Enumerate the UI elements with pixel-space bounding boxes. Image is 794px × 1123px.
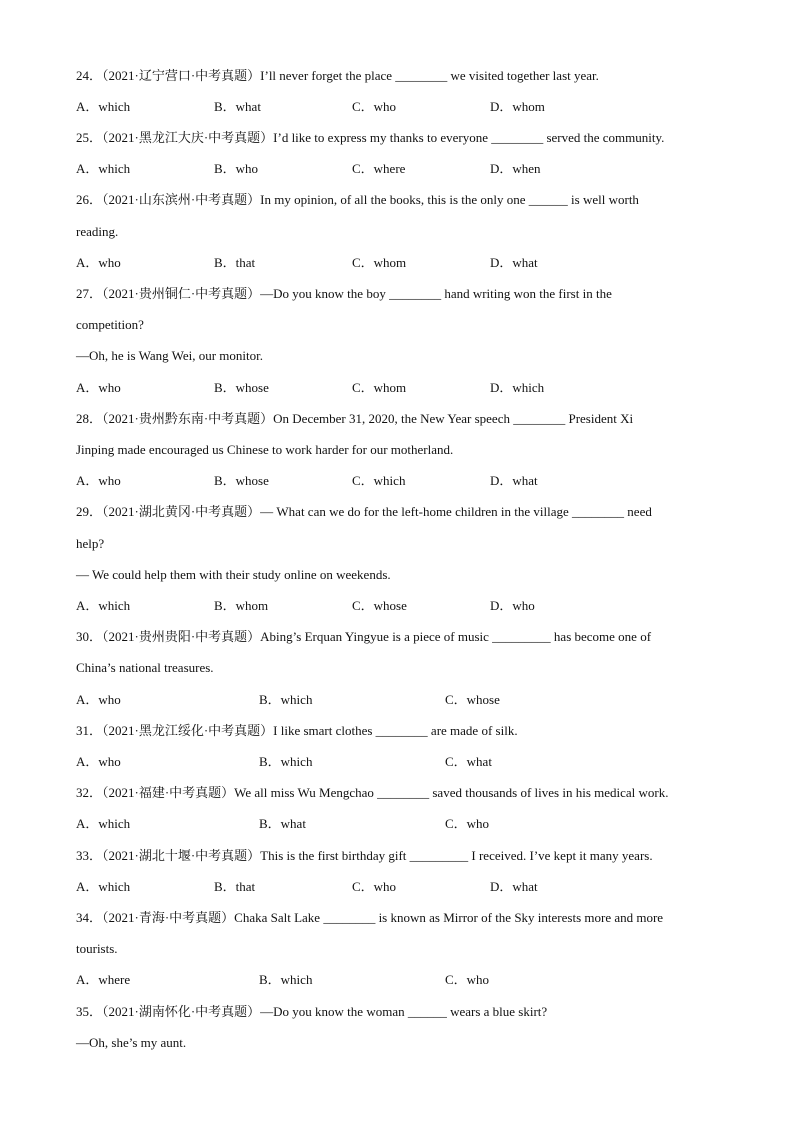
answer-option[interactable]: D．which <box>490 380 545 395</box>
question-stem: reading. <box>76 224 119 239</box>
answer-option[interactable]: D．what <box>490 473 538 488</box>
question-stem: China’s national treasures. <box>76 660 214 675</box>
answer-option[interactable]: D．what <box>490 879 538 894</box>
answer-option[interactable]: B．who <box>214 161 259 176</box>
answer-option[interactable]: A．which <box>76 816 131 831</box>
question-stem: 28．（2021·贵州黔东南·中考真题）On December 31, 2020, the New Year speech ________ President Xi <box>76 411 634 426</box>
answer-option[interactable]: C．whose <box>352 598 407 613</box>
question-stem: tourists. <box>76 941 118 956</box>
question-stem: Jinping made encouraged us Chinese to work harder for our motherland. <box>76 442 454 457</box>
dialog-line: — We could help them with their study online on weekends. <box>76 567 391 582</box>
answer-option[interactable]: C．whose <box>445 692 500 707</box>
answer-option[interactable]: B．whom <box>214 598 269 613</box>
answer-option[interactable]: C．whom <box>352 255 407 270</box>
answer-option[interactable]: A．who <box>76 754 121 769</box>
question-stem: 27．（2021·贵州铜仁·中考真题）—Do you know the boy ________ hand writing won the first in the <box>76 286 612 301</box>
answer-option[interactable]: B．whose <box>214 380 269 395</box>
answer-option[interactable]: D．who <box>490 598 535 613</box>
question-stem: 30．（2021·贵州贵阳·中考真题）Abing’s Erquan Yingyue is a piece of music _________ has become one of <box>76 629 652 644</box>
answer-option[interactable]: C．who <box>352 99 397 114</box>
answer-option[interactable]: A．where <box>76 972 131 987</box>
question-stem: help? <box>76 536 105 551</box>
question-stem: 31．（2021·黑龙江绥化·中考真题）I like smart clothes ________ are made of silk. <box>76 723 518 738</box>
answer-option[interactable]: C．who <box>352 879 397 894</box>
question-stem: competition? <box>76 317 144 332</box>
answer-option[interactable]: C．which <box>352 473 406 488</box>
answer-option[interactable]: B．what <box>259 816 306 831</box>
answer-option[interactable]: B．which <box>259 692 313 707</box>
answer-option[interactable]: B．which <box>259 754 313 769</box>
dialog-line: —Oh, he is Wang Wei, our monitor. <box>76 348 263 363</box>
question-stem: 24．（2021·辽宁营口·中考真题）I’ll never forget the place ________ we visited together last year. <box>76 68 599 83</box>
answer-option[interactable]: B．which <box>259 972 313 987</box>
answer-option[interactable]: B．that <box>214 255 256 270</box>
question-stem: 34．（2021·青海·中考真题）Chaka Salt Lake ________ is known as Mirror of the Sky interests more and more <box>76 910 664 925</box>
question-stem: 33．（2021·湖北十堰·中考真题）This is the first birthday gift _________ I received. I’ve kept it many years. <box>76 848 653 863</box>
answer-option[interactable]: A．who <box>76 473 121 488</box>
answer-option[interactable]: C．who <box>445 972 490 987</box>
answer-option[interactable]: A．who <box>76 255 121 270</box>
answer-option[interactable]: A．which <box>76 879 131 894</box>
answer-option[interactable]: C．who <box>445 816 490 831</box>
answer-option[interactable]: B．what <box>214 99 261 114</box>
answer-option[interactable]: A．which <box>76 598 131 613</box>
answer-option[interactable]: A．which <box>76 161 131 176</box>
answer-option[interactable]: C．whom <box>352 380 407 395</box>
question-stem: 32．（2021·福建·中考真题）We all miss Wu Mengchao ________ saved thousands of lives in his medical work. <box>76 785 669 800</box>
answer-option[interactable]: D．what <box>490 255 538 270</box>
answer-option[interactable]: B．that <box>214 879 256 894</box>
question-stem: 25．（2021·黑龙江大庆·中考真题）I’d like to express my thanks to everyone ________ served the community. <box>76 130 665 145</box>
answer-option[interactable]: A．who <box>76 692 121 707</box>
answer-option[interactable]: A．which <box>76 99 131 114</box>
answer-option[interactable]: A．who <box>76 380 121 395</box>
question-stem: 29．（2021·湖北黄冈·中考真题）— What can we do for the left-home children in the village ________ need <box>76 504 652 519</box>
dialog-line: —Oh, she’s my aunt. <box>76 1035 187 1050</box>
answer-option[interactable]: C．what <box>445 754 492 769</box>
answer-option[interactable]: B．whose <box>214 473 269 488</box>
answer-option[interactable]: C．where <box>352 161 406 176</box>
question-stem: 26．（2021·山东滨州·中考真题）In my opinion, of all the books, this is the only one ______ is well worth <box>76 192 639 207</box>
answer-option[interactable]: D．when <box>490 161 541 176</box>
answer-option[interactable]: D．whom <box>490 99 545 114</box>
question-stem: 35．（2021·湖南怀化·中考真题）—Do you know the woman ______ wears a blue skirt? <box>76 1004 548 1019</box>
